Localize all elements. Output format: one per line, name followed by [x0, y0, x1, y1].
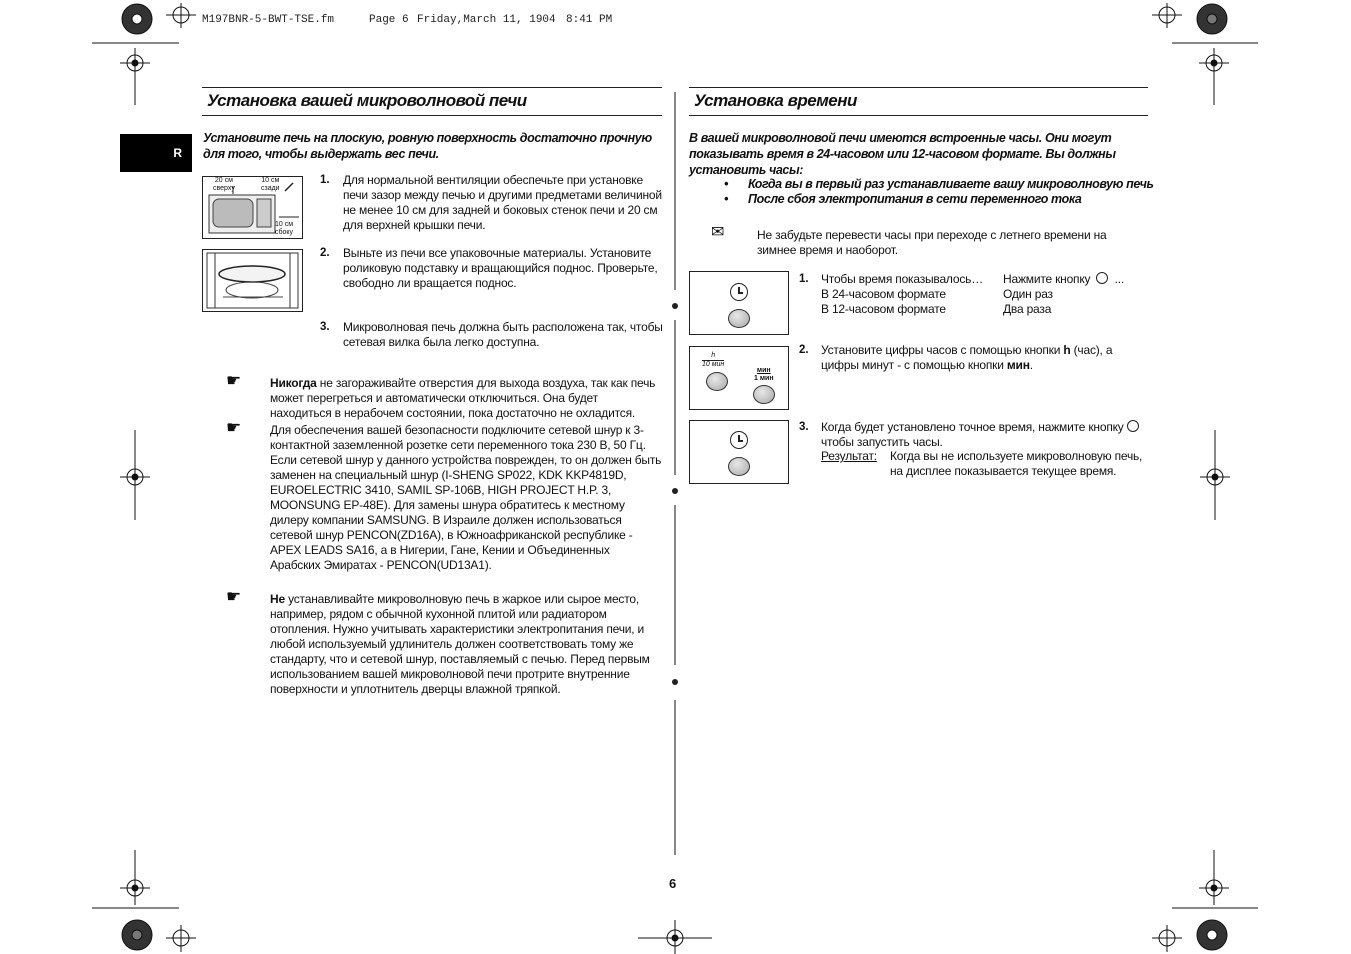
clock-icon	[1127, 420, 1139, 432]
note-2-text: Для обеспечения вашей безопасности подключите сетевой шнур к 3-контактной заземленной розетке сети переменного тока 230 В, 50 Гц. Если сетевой шнур у данного устройства поврежден, то он должен быть заменен на специальный шнур (I-SHENG SP022, KDK KKP4819D, EUROELECTRIC 3410, SAMIL SP-106B, HIGH PROJECT H.P. 3, MOONSUNG EP-48E). Для замены шнура обратитесь к местному дилеру компании SAMSUNG. В Израиле должен использоваться сетевой шнур PENCON(ZD16A), в Южноафриканской республике - APEX LEADS SA16, а в Нигерии, Гане, Кении и Объединенных Арабских Эмиратах - PENCON(UD13A1).	[270, 423, 662, 572]
minute-key-name: мин	[1006, 358, 1030, 372]
fig-back-label2: сзади	[261, 185, 280, 192]
bullet-1: Когда вы в первый раз устанавливаете вашу микроволновую печь	[748, 177, 1154, 191]
oven-drawing-icon	[203, 177, 303, 239]
bullet-2-dot: •	[724, 192, 728, 206]
pointing-hand-icon: ☛	[226, 418, 242, 437]
header-time: 8:41 PM	[566, 14, 613, 26]
note-1	[270, 376, 662, 421]
bullet-1-dot: •	[724, 177, 728, 191]
page-number: 6	[669, 876, 677, 891]
right-step-1-num: 1.	[799, 273, 809, 285]
left-step-2-num: 2.	[320, 247, 330, 259]
hour-button-label: h	[711, 352, 716, 359]
left-step-1-text: Для нормальной вентиляции обеспечьте при установке печи зазор между печью и другими предметами величиной не менее 10 см для задней и боковых стенок печи и 20 см для верхней крышки печи.	[343, 173, 662, 232]
step1-press-label: Нажмите кнопку	[1003, 272, 1091, 286]
note-2	[270, 423, 662, 573]
header-page: Page 6	[369, 14, 409, 26]
right-step-1-col2	[1003, 272, 1153, 317]
note-3-bold: Не	[270, 592, 285, 606]
memo-icon: ✉	[711, 224, 725, 241]
fig-side-label: 10 см	[275, 221, 294, 228]
right-step-2-text: Установите цифры часов с помощью кнопки h (час), а цифры минут - с помощью кнопки мин.	[821, 343, 1113, 372]
minute-button-label: мин	[756, 367, 771, 374]
note-1-text: не загораживайте отверстия для выхода воздуха, так как печь может перегреться и автоматически отключиться. Она будет находиться в нерабочем состоянии, пока достаточно не охладится.	[270, 376, 656, 420]
step1-row-24h: В 24-часовом формате	[821, 287, 946, 301]
minute-button[interactable]	[753, 385, 775, 404]
left-title: Установка вашей микроволновой печи	[207, 91, 527, 110]
pointing-hand-icon: ☛	[226, 587, 242, 606]
clock-panel-1	[689, 271, 789, 335]
right-step-3-text: Когда будет установлено точное время, нажмите кнопку чтобы запустить часы.	[821, 420, 1151, 450]
note-1-bold: Никогда	[270, 376, 317, 390]
clock-panel-3	[689, 420, 789, 484]
time-buttons-panel	[689, 346, 789, 410]
left-step-3-num: 3.	[320, 321, 330, 333]
clock-button[interactable]	[728, 309, 750, 328]
fig-back-label: 10 см	[261, 177, 280, 184]
right-title-rule	[689, 87, 1148, 88]
step1-row-head: Чтобы время показывалось…	[821, 272, 983, 286]
turntable-figure	[202, 249, 303, 312]
oven-clearance-figure	[202, 176, 303, 239]
fig-side-label2: сбоку	[275, 229, 294, 236]
right-step-2-num: 2.	[799, 344, 809, 356]
result-label: Результат:	[821, 449, 877, 463]
section-tab: R	[120, 134, 192, 172]
right-intro: В вашей микроволновой печи имеются встроенные часы. Они могут показывать время в 24-часовом или 12-часовом формате. Вы должны установить часы:	[689, 131, 1116, 177]
header-file: M197BNR-5-BWT-TSE.fm	[202, 14, 335, 26]
fig-top-label2: сверху	[213, 185, 235, 192]
left-step-2-text: Выньте из печи все упаковочные материалы. Установите роликовую подставку и вращающийся поднос. Проверьте, свободно ли вращается поднос.	[343, 246, 658, 290]
clock-icon	[1096, 272, 1108, 284]
hour-button[interactable]	[706, 372, 728, 391]
left-step-3-text: Микроволновая печь должна быть расположена так, чтобы сетевая вилка была легко доступна.	[343, 320, 663, 349]
clock-button[interactable]	[728, 457, 750, 476]
step1-twice: Два раза	[1003, 302, 1052, 316]
hour-key-name: h	[1063, 343, 1071, 357]
step1-row-12h: В 12-часовом формате	[821, 302, 946, 316]
header-date: Friday,March 11, 1904	[417, 14, 556, 26]
turntable-icon	[203, 250, 302, 311]
right-title: Установка времени	[694, 91, 857, 110]
left-title-rule	[202, 87, 662, 88]
minute-button-sublabel: 1 мин	[754, 375, 774, 382]
step1-once: Один раз	[1003, 287, 1053, 301]
note-3-text: устанавливайте микроволновую печь в жаркое или сырое место, например, рядом с обычной кухонной плитой или радиатором отопления. Нужно учитывать характеристики электропитания печи, и любой используемый удлинитель должен соответствовать тому же стандарту, что и сетевой шнур, поставляемый с печью. Перед первым использованием вашей микроволновой печи протрите внутренние поверхности и уплотнитель дверцы влажной тряпкой.	[270, 592, 650, 696]
left-step-1-num: 1.	[320, 174, 330, 186]
left-title-rule-bottom	[202, 115, 662, 116]
right-title-rule-bottom	[689, 115, 1148, 116]
bullet-2: После сбоя электропитания в сети переменного тока	[748, 192, 1082, 206]
note-3	[270, 592, 662, 697]
result-text: Когда вы не используете микроволновую печь, на дисплее показывается текущее время.	[890, 449, 1143, 478]
fig-top-label: 20 см	[214, 177, 233, 184]
right-step-3-num: 3.	[799, 421, 809, 433]
pointing-hand-icon: ☛	[226, 371, 242, 390]
memo-text: Не забудьте перевести часы при переходе с летнего времени на зимнее время и наоборот.	[757, 228, 1107, 257]
clock-icon	[730, 283, 748, 301]
hour-button-sublabel: 10 мин	[702, 361, 725, 368]
step1-press-ellipsis: ...	[1114, 272, 1125, 286]
right-step-1-col1	[821, 272, 1001, 317]
clock-icon	[730, 431, 748, 449]
left-intro: Установите печь на плоскую, ровную поверхность достаточно прочную для того, чтобы выдержать вес печи.	[203, 131, 652, 161]
